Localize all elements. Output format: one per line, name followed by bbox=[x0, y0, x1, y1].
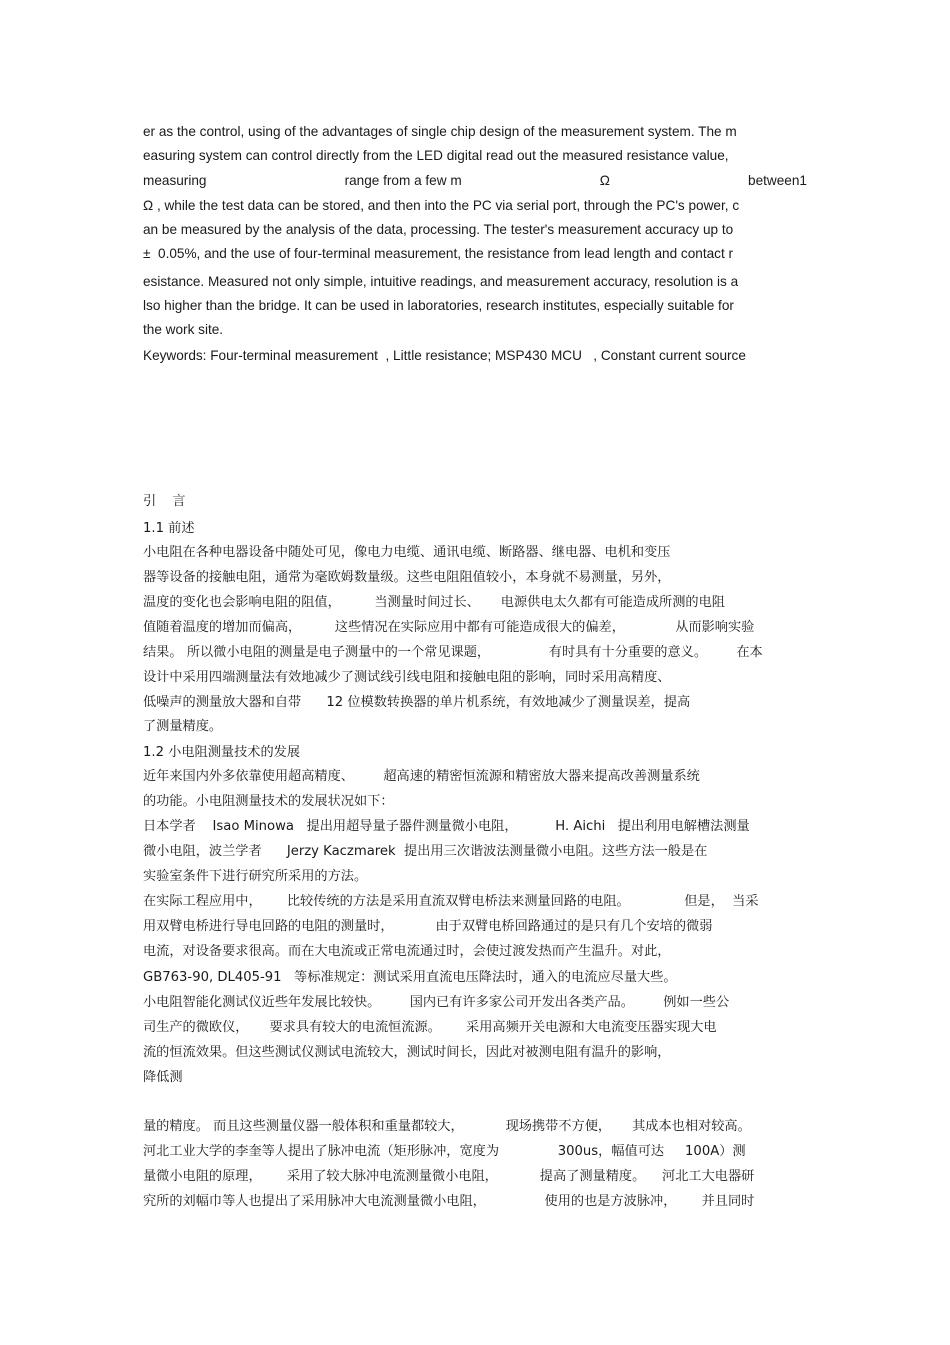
body-line: 用双臂电桥进行导电回路的电阻的测量时， 由于双臂电桥回路通过的是只有几个安培的微弱 bbox=[143, 919, 713, 934]
body-line: 降低测 bbox=[143, 1070, 183, 1085]
body-line: 的功能。小电阻测量技术的发展状况如下： bbox=[143, 794, 394, 809]
body-line: 电流，对设备要求很高。而在大电流或正常电流通过时，会使过渡发热而产生温升。对此， bbox=[143, 944, 671, 959]
body-line: 在实际工程应用中， 比较传统的方法是采用直流双臂电桥法来测量回路的电阻。 但是， 当采 bbox=[143, 894, 759, 909]
body-line: 量微小电阻的原理， 采用了较大脉冲电流测量微小电阻， 提高了测量精度。 河北工大电器研 bbox=[143, 1169, 755, 1184]
keywords-line: Keywords: Four-terminal measurement , Little resistance; MSP430 MCU , Constant current source bbox=[143, 348, 746, 363]
abstract-line-6: ± 0.05%, and the use of four-terminal measurement, the resistance from lead length and contact r bbox=[143, 246, 734, 261]
abstract-line-7: esistance. Measured not only simple, intuitive readings, and measurement accuracy, resolution is a bbox=[143, 274, 739, 289]
body-line: 近年来国内外多依靠使用超高精度、 超高速的精密恒流源和精密放大器来提高改善测量系统 bbox=[143, 769, 700, 784]
abstract-word: range from a few m bbox=[344, 173, 462, 188]
abstract-line-4: Ω , while the test data can be stored, and then into the PC via serial port, through the PC's power, c bbox=[143, 198, 740, 213]
body-line: 河北工业大学的李奎等人提出了脉冲电流（矩形脉冲，宽度为 300us，幅值可达 100A）测 bbox=[143, 1144, 746, 1159]
section-1-2-title: 1.2 小电阻测量技术的发展 bbox=[143, 745, 301, 760]
body-line: 小电阻智能化测试仪近些年发展比较快。 国内已有许多家公司开发出各类产品。 例如一些公 bbox=[143, 995, 730, 1010]
abstract-line-3 bbox=[143, 172, 807, 190]
body-line: 结果。 所以微小电阻的测量是电子测量中的一个常见课题， 有时具有十分重要的意义。 在本 bbox=[143, 645, 763, 660]
body-line: 实验室条件下进行研究所采用的方法。 bbox=[143, 869, 368, 884]
section-heading: 引 言 bbox=[143, 494, 192, 509]
abstract-line-9: the work site. bbox=[143, 322, 224, 337]
abstract-line-1: er as the control, using of the advantages of single chip design of the measurement system. The m bbox=[143, 124, 737, 139]
section-1-1-title: 1.1 前述 bbox=[143, 521, 195, 536]
body-line: 了测量精度。 bbox=[143, 719, 223, 734]
abstract-line-2: easuring system can control directly from the LED digital read out the measured resistance value, bbox=[143, 148, 729, 163]
body-line: 温度的变化也会影响电阻的阻值， 当测量时间过长、 电源供电太久都有可能造成所测的电阻 bbox=[143, 595, 725, 610]
abstract-line-5: an be measured by the analysis of the data, processing. The tester's measurement accuracy up to bbox=[143, 222, 734, 237]
abstract-word: between1 bbox=[748, 173, 807, 188]
body-line: 值随着温度的增加而偏高， 这些情况在实际应用中都有可能造成很大的偏差， 从而影响实验 bbox=[143, 620, 755, 635]
body-line: 微小电阻，波兰学者 Jerzy Kaczmarek 提出用三次谐波法测量微小电阻。这些方法一般是在 bbox=[143, 844, 708, 859]
body-line: 低噪声的测量放大器和自带 12 位模数转换器的单片机系统，有效地减少了测量误差，提高 bbox=[143, 695, 691, 710]
body-line: 流的恒流效果。但这些测试仪测试电流较大，测试时间长，因此对被测电阻有温升的影响， bbox=[143, 1045, 671, 1060]
body-line: 小电阻在各种电器设备中随处可见，像电力电缆、通讯电缆、断路器、继电器、电机和变压 bbox=[143, 545, 671, 560]
body-line: 究所的刘幅巾等人也提出了采用脉冲大电流测量微小电阻， 使用的也是方波脉冲， 并且同时 bbox=[143, 1194, 755, 1209]
body-line: 司生产的微欧仪， 要求具有较大的电流恒流源。 采用高频开关电源和大电流变压器实现大电 bbox=[143, 1020, 717, 1035]
abstract-line-8: lso higher than the bridge. It can be used in laboratories, research institutes, especially suitable for bbox=[143, 298, 734, 313]
body-line: 量的精度。 而且这些测量仪器一般体积和重量都较大， 现场携带不方便， 其成本也相对较高。 bbox=[143, 1119, 751, 1134]
body-line: 设计中采用四端测量法有效地减少了测试线引线电阻和接触电阻的影响，同时采用高精度、 bbox=[143, 670, 671, 685]
abstract-word: Ω bbox=[599, 173, 610, 188]
body-line: 器等设备的接触电阻，通常为毫欧姆数量级。这些电阻阻值较小，本身就不易测量，另外， bbox=[143, 570, 671, 585]
abstract-word: measuring bbox=[143, 173, 207, 188]
body-line: 日本学者 Isao Minowa 提出用超导量子器件测量微小电阻， H. Aichi 提出利用电解槽法测量 bbox=[143, 819, 750, 834]
body-line: GB763-90, DL405-91 等标准规定：测试采用直流电压降法时，通入的电流应尽量大些。 bbox=[143, 970, 677, 985]
